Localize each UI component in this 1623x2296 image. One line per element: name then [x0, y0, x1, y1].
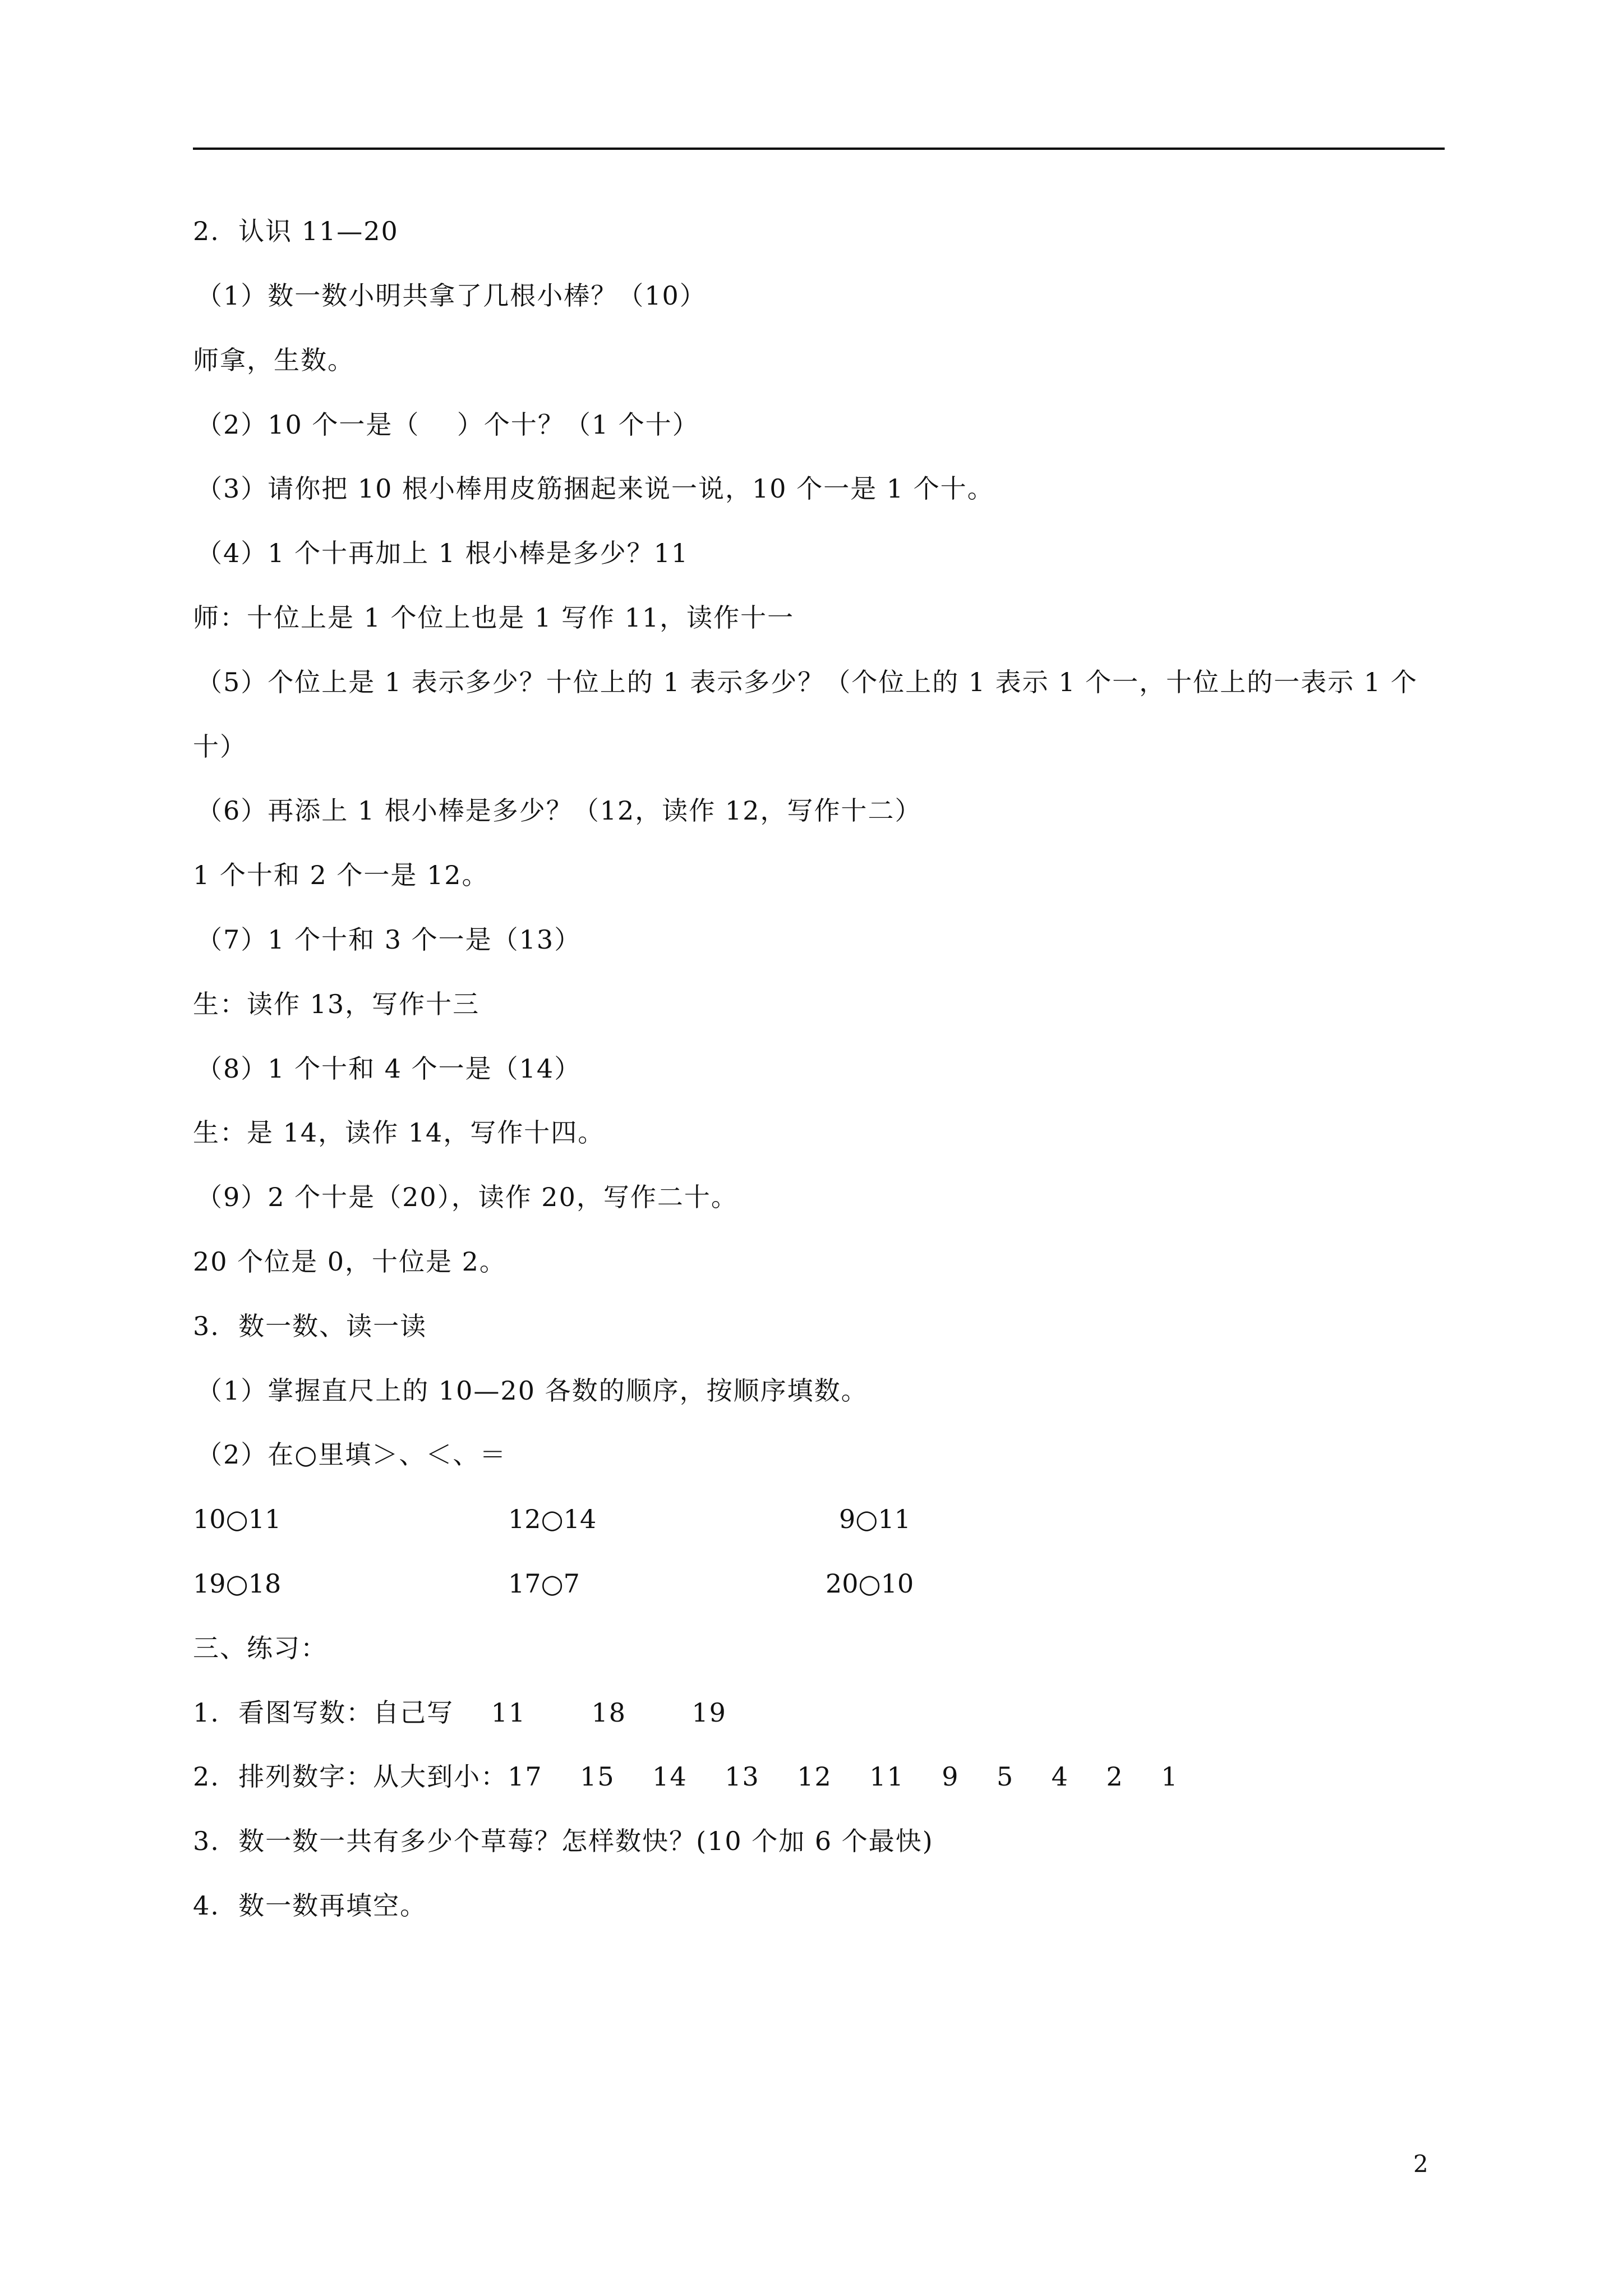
- exercise-line: 3. 数一数一共有多少个草莓？怎样数快？(10 个加 6 个最快): [193, 1826, 934, 1856]
- text-line: 1 个十和 2 个一是 12。: [193, 860, 489, 890]
- text-line: （1）数一数小明共拿了几根小棒？（10）: [196, 280, 707, 311]
- compare-item: 12○14: [508, 1504, 597, 1534]
- text-line: （5）个位上是 1 表示多少？十位上的 1 表示多少？（个位上的 1 表示 1 个一，十位上的一表示 1 个: [196, 667, 1418, 697]
- exercise-line: 1. 看图写数：自己写 11 18 19: [193, 1697, 727, 1728]
- compare-item: 20○10: [826, 1568, 914, 1599]
- header-rule: [193, 148, 1445, 150]
- text-line: 十）: [193, 731, 247, 762]
- text-line: （2）在○里填＞、＜、＝: [196, 1439, 507, 1470]
- text-line: 生：是 14，读作 14，写作十四。: [193, 1117, 605, 1148]
- text-line: 20 个位是 0，十位是 2。: [193, 1246, 506, 1277]
- text-line: （6）再添上 1 根小棒是多少？（12，读作 12，写作十二）: [196, 795, 922, 826]
- section-heading: 三、练习：: [193, 1633, 328, 1663]
- exercise-line: 2. 排列数字：从大到小：17 15 14 13 12 11 9 5 4 2 1: [193, 1761, 1179, 1792]
- text-line: （3）请你把 10 根小棒用皮筋捆起来说一说，10 个一是 1 个十。: [196, 473, 994, 504]
- text-line: （9）2 个十是（20），读作 20，写作二十。: [196, 1182, 738, 1212]
- text-line: 生：读作 13，写作十三: [193, 989, 480, 1019]
- page-number: 2: [1413, 2150, 1428, 2178]
- exercise-line: 4. 数一数再填空。: [193, 1890, 427, 1921]
- text-line: 师拿，生数。: [193, 345, 354, 375]
- compare-item: 19○18: [193, 1568, 282, 1599]
- text-line: （1）掌握直尺上的 10—20 各数的顺序，按顺序填数。: [196, 1375, 868, 1406]
- section-heading: 2. 认识 11—20: [193, 216, 399, 246]
- compare-item: 17○7: [508, 1568, 580, 1599]
- text-line: （7）1 个十和 3 个一是（13）: [196, 924, 582, 955]
- text-line: （8）1 个十和 4 个一是（14）: [196, 1053, 582, 1084]
- compare-item: 9○11: [839, 1504, 911, 1534]
- text-line: （2）10 个一是（ ）个十？（1 个十）: [196, 409, 699, 440]
- section-heading: 3. 数一数、读一读: [193, 1311, 427, 1341]
- compare-item: 10○11: [193, 1504, 282, 1534]
- text-line: 师：十位上是 1 个位上也是 1 写作 11，读作十一: [193, 602, 795, 633]
- text-line: （4）1 个十再加上 1 根小棒是多少？11: [196, 538, 689, 568]
